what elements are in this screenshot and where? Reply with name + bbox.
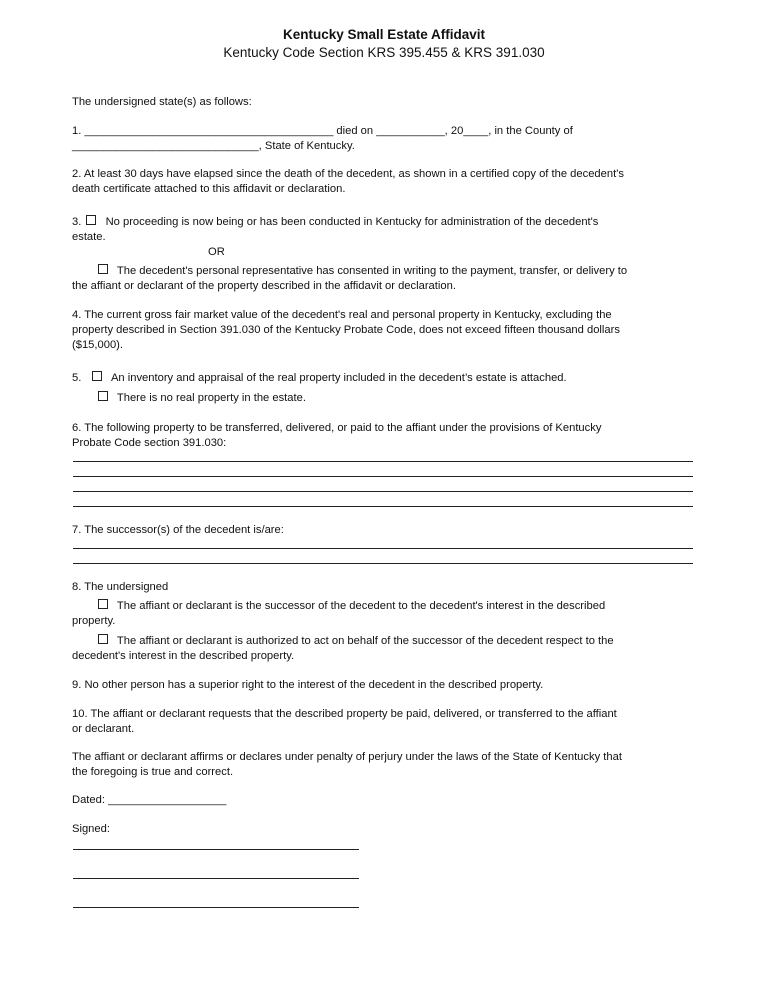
checkbox-representative-consented[interactable] <box>98 264 108 274</box>
item-10-line-1: 10. The affiant or declarant requests that the described property be paid, delivered, or transferred to the affiant <box>72 708 617 720</box>
document-subtitle: Kentucky Code Section KRS 395.455 & KRS 391.030 <box>223 45 545 60</box>
checkbox-inventory-attached[interactable] <box>92 371 102 381</box>
document-title: Kentucky Small Estate Affidavit <box>282 27 486 42</box>
affirmation-line-2: the foregoing is true and correct. <box>72 766 234 778</box>
property-blank-line-1[interactable] <box>73 461 693 462</box>
dated-field[interactable]: Dated: ___________________ <box>72 794 227 806</box>
item-4-line-3: ($15,000). <box>72 339 123 351</box>
item-8-line-1: 8. The undersigned <box>72 581 169 593</box>
item-8-option-2-text: The affiant or declarant is authorized to act on behalf of the successor of the decedent respect to the <box>116 635 614 647</box>
item-3-option-1 <box>72 215 598 230</box>
signature-line-2[interactable] <box>73 878 359 879</box>
checkbox-no-proceeding[interactable] <box>86 215 96 225</box>
property-blank-line-2[interactable] <box>73 476 693 477</box>
item-3-number: 3. <box>72 216 82 228</box>
item-6-line-1: 6. The following property to be transferred, delivered, or paid to the affiant under the provisions of Kentucky <box>72 422 602 434</box>
or-separator: OR <box>208 246 225 258</box>
item-3-option-1-line-2: estate. <box>72 231 106 243</box>
item-4-line-1: 4. The current gross fair market value of the decedent's real and personal property in Kentucky, excluding the <box>72 309 612 321</box>
successor-blank-line-2[interactable] <box>73 563 693 564</box>
item-3-option-1-text: No proceeding is now being or has been conducted in Kentucky for administration of the decedent's <box>105 216 599 228</box>
item-1-line-1: 1. ________________________________________ died on ___________, 20____, in the County of <box>72 125 573 137</box>
signature-line-3[interactable] <box>73 907 359 908</box>
item-9-line-1: 9. No other person has a superior right to the interest of the decedent in the described property. <box>72 679 544 691</box>
property-blank-line-3[interactable] <box>73 491 693 492</box>
item-3-option-2 <box>96 264 627 279</box>
item-5-option-2 <box>96 391 306 406</box>
affirmation-line-1: The affiant or declarant affirms or declares under penalty of perjury under the laws of the State of Kentucky that <box>72 751 622 763</box>
item-8-option-1-text: The affiant or declarant is the successor of the decedent to the decedent's interest in the described <box>116 600 606 612</box>
item-10-line-2: or declarant. <box>72 723 135 735</box>
item-5-option-1 <box>72 371 567 386</box>
item-5-option-2-text: There is no real property in the estate. <box>116 392 306 404</box>
item-5-option-1-text: An inventory and appraisal of the real property included in the decedent’s estate is attached. <box>110 372 567 384</box>
item-7-line-1: 7. The successor(s) of the decedent is/are: <box>72 524 284 536</box>
checkbox-affiant-is-successor[interactable] <box>98 599 108 609</box>
item-6-line-2: Probate Code section 391.030: <box>72 437 227 449</box>
checkbox-no-real-property[interactable] <box>98 391 108 401</box>
signed-label: Signed: <box>72 823 110 835</box>
item-8-option-1 <box>96 599 605 614</box>
item-2-line-2: death certificate attached to this affidavit or declaration. <box>72 183 346 195</box>
item-3-option-2-text: The decedent's personal representative has consented in writing to the payment, transfer, or delivery to <box>116 265 628 277</box>
intro-text: The undersigned state(s) as follows: <box>72 96 252 108</box>
item-2-line-1: 2. At least 30 days have elapsed since the death of the decedent, as shown in a certified copy of the decedent's <box>72 168 624 180</box>
successor-blank-line-1[interactable] <box>73 548 693 549</box>
item-8-option-2-line-2: decedent's interest in the described property. <box>72 650 295 662</box>
checkbox-affiant-authorized[interactable] <box>98 634 108 644</box>
item-8-option-1-line-2: property. <box>72 615 116 627</box>
item-3-option-2-line-2: the affiant or declarant of the property described in the affidavit or declaration. <box>72 280 456 292</box>
item-1-line-2: ______________________________, State of Kentucky. <box>72 140 355 152</box>
signature-line-1[interactable] <box>73 849 359 850</box>
property-blank-line-4[interactable] <box>73 506 693 507</box>
item-5-number: 5. <box>72 372 82 384</box>
item-8-option-2 <box>96 634 614 649</box>
item-4-line-2: property described in Section 391.030 of the Kentucky Probate Code, does not exceed fifteen thousand dollars <box>72 324 620 336</box>
